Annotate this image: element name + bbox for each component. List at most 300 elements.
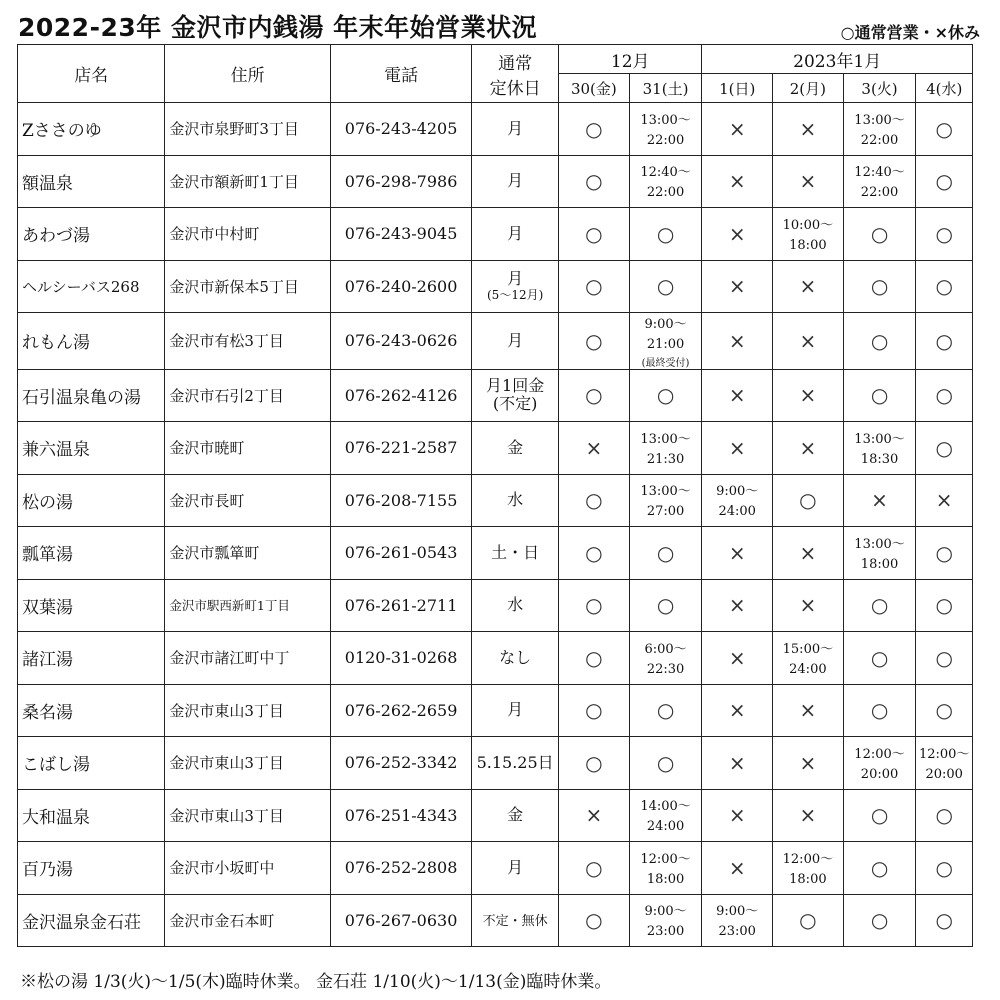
opening-hours: 10:00～ 18:00 xyxy=(782,217,834,253)
day-status xyxy=(773,422,844,475)
open-mark: ○ xyxy=(799,488,817,513)
day-status xyxy=(916,103,973,156)
bathhouse-name: こばし湯 xyxy=(18,737,165,790)
day-status xyxy=(916,422,973,475)
day-status xyxy=(843,103,916,156)
header-month-jan: 2023年1月 xyxy=(702,45,973,74)
day-status xyxy=(702,894,773,947)
regular-holiday xyxy=(472,737,559,790)
day-status xyxy=(916,684,973,737)
bathhouse-address: 金沢市東山3丁目 xyxy=(165,789,331,842)
table-row xyxy=(18,474,973,527)
regular-holiday-text: 月 xyxy=(507,223,524,243)
opening-hours: 12:00～ 20:00 xyxy=(918,746,970,782)
day-status xyxy=(702,369,773,422)
day-status xyxy=(629,894,702,947)
bathhouse-address: 金沢市泉野町3丁目 xyxy=(165,103,331,156)
day-status xyxy=(702,422,773,475)
bathhouse-phone: 076-243-9045 xyxy=(330,208,471,261)
bathhouse-name: Zささのゆ xyxy=(18,103,165,156)
table-row xyxy=(18,313,973,370)
opening-hours: 13:00～ 21:30 xyxy=(640,431,691,467)
opening-hours: 13:00～ 18:00 xyxy=(854,536,905,572)
closed-mark: × xyxy=(728,435,746,460)
day-status xyxy=(559,369,630,422)
day-status xyxy=(843,684,916,737)
day-status xyxy=(773,632,844,685)
table-row xyxy=(18,737,973,790)
open-mark: ○ xyxy=(656,698,675,723)
regular-holiday xyxy=(472,103,559,156)
closed-mark: × xyxy=(585,435,603,460)
table-row xyxy=(18,894,973,947)
closed-mark: × xyxy=(728,540,746,565)
regular-holiday xyxy=(472,422,559,475)
day-status xyxy=(629,789,702,842)
day-status xyxy=(843,632,916,685)
header-address: 住所 xyxy=(165,45,331,103)
bathhouse-name: 桑名湯 xyxy=(18,684,165,737)
closed-mark: × xyxy=(871,488,888,513)
table-row xyxy=(18,527,973,580)
day-status xyxy=(916,155,973,208)
table-row xyxy=(18,369,973,422)
open-mark: ○ xyxy=(585,328,603,353)
opening-hours: 12:00～ 20:00 xyxy=(854,746,905,782)
day-status xyxy=(559,894,630,947)
closed-mark: × xyxy=(799,383,817,408)
bathhouse-address: 金沢市石引2丁目 xyxy=(165,369,331,422)
open-mark: ○ xyxy=(935,221,953,246)
bathhouse-address: 金沢市額新町1丁目 xyxy=(165,155,331,208)
header-phone: 電話 xyxy=(330,45,471,103)
day-status xyxy=(773,155,844,208)
day-status xyxy=(702,684,773,737)
day-status xyxy=(916,632,973,685)
footnote: ※松の湯 1/3(火)～1/5(木)臨時休業。 金石荘 1/10(火)～1/13(金)臨時休業。 xyxy=(20,972,612,992)
day-status xyxy=(773,208,844,261)
day-status xyxy=(773,684,844,737)
bathhouse-phone: 076-240-2600 xyxy=(330,260,471,313)
opening-hours: 13:00～ 22:00 xyxy=(854,112,905,148)
legend: ○通常営業・×休み xyxy=(840,23,980,42)
day-status xyxy=(843,894,916,947)
bathhouse-address: 金沢市有松3丁目 xyxy=(165,313,331,370)
open-mark: ○ xyxy=(799,908,817,933)
closed-mark: × xyxy=(728,750,746,775)
opening-hours: 9:00～ 23:00 xyxy=(644,904,687,940)
day-status xyxy=(629,632,702,685)
closed-mark: × xyxy=(728,645,746,670)
closed-mark: × xyxy=(799,750,817,775)
bathhouse-name: 石引温泉亀の湯 xyxy=(18,369,165,422)
day-status xyxy=(773,789,844,842)
open-mark: ○ xyxy=(656,750,675,775)
day-status xyxy=(702,632,773,685)
bathhouse-name: 松の湯 xyxy=(18,474,165,527)
regular-holiday-text: なし xyxy=(499,647,532,667)
header-day: 1(日) xyxy=(702,74,773,103)
day-status xyxy=(559,208,630,261)
closed-mark: × xyxy=(728,221,746,246)
regular-holiday xyxy=(472,369,559,422)
bathhouse-name: 瓢箪湯 xyxy=(18,527,165,580)
open-mark: ○ xyxy=(935,435,953,460)
regular-holiday-text: 金 xyxy=(507,437,524,457)
day-status xyxy=(559,474,630,527)
day-status xyxy=(629,579,702,632)
day-status xyxy=(629,208,702,261)
table-row xyxy=(18,208,973,261)
table-row xyxy=(18,579,973,632)
day-status xyxy=(916,208,973,261)
open-mark: ○ xyxy=(870,383,889,408)
open-mark: ○ xyxy=(935,169,953,194)
table-row xyxy=(18,260,973,313)
header-day: 4(水) xyxy=(916,74,973,103)
open-mark: ○ xyxy=(656,593,675,618)
table-body xyxy=(18,103,973,947)
open-mark: ○ xyxy=(870,328,889,353)
day-status xyxy=(629,474,702,527)
closed-mark: × xyxy=(728,383,746,408)
day-status xyxy=(559,260,630,313)
bathhouse-address: 金沢市瓢箪町 xyxy=(165,527,331,580)
regular-holiday-text: 土・日 xyxy=(491,542,540,562)
day-status xyxy=(629,527,702,580)
open-mark: ○ xyxy=(656,383,675,408)
day-status xyxy=(916,313,973,370)
open-mark: ○ xyxy=(585,908,603,933)
opening-hours: 12:00～ 18:00 xyxy=(640,851,691,887)
day-status xyxy=(702,527,773,580)
bathhouse-phone: 076-252-3342 xyxy=(330,737,471,790)
day-status xyxy=(843,155,916,208)
day-status xyxy=(773,737,844,790)
bathhouse-address: 金沢市長町 xyxy=(165,474,331,527)
open-mark: ○ xyxy=(935,803,953,828)
opening-hours: 14:00～ 24:00 xyxy=(640,799,691,835)
open-mark: ○ xyxy=(870,698,889,723)
day-status xyxy=(559,737,630,790)
open-mark: ○ xyxy=(585,116,603,141)
schedule-table xyxy=(17,44,973,947)
day-status xyxy=(843,313,916,370)
day-status xyxy=(843,789,916,842)
day-status xyxy=(559,842,630,895)
regular-holiday-text: 5.15.25日 xyxy=(476,752,554,772)
open-mark: ○ xyxy=(585,593,603,618)
day-status xyxy=(773,894,844,947)
bathhouse-address: 金沢市諸江町中丁 xyxy=(165,632,331,685)
day-status xyxy=(702,474,773,527)
table-row xyxy=(18,632,973,685)
open-mark: ○ xyxy=(870,645,889,670)
bathhouse-phone: 076-261-2711 xyxy=(330,579,471,632)
day-status xyxy=(916,474,973,527)
header-day: 31(土) xyxy=(629,74,702,103)
regular-holiday xyxy=(472,527,559,580)
closed-mark: × xyxy=(728,274,746,299)
opening-hours: 15:00～ 24:00 xyxy=(782,641,834,677)
bathhouse-phone: 076-243-0626 xyxy=(330,313,471,370)
day-status xyxy=(773,579,844,632)
open-mark: ○ xyxy=(935,328,953,353)
header-month-dec: 12月 xyxy=(559,45,702,74)
day-status xyxy=(629,737,702,790)
closed-mark: × xyxy=(799,698,817,723)
bathhouse-name: 諸江湯 xyxy=(18,632,165,685)
day-status xyxy=(702,313,773,370)
closed-mark: × xyxy=(728,593,746,618)
bathhouse-phone: 076-252-2808 xyxy=(330,842,471,895)
day-status xyxy=(773,842,844,895)
open-mark: ○ xyxy=(585,750,603,775)
open-mark: ○ xyxy=(585,383,603,408)
bathhouse-phone: 076-261-0543 xyxy=(330,527,471,580)
open-mark: ○ xyxy=(585,169,603,194)
open-mark: ○ xyxy=(935,698,953,723)
regular-holiday-text: 月 xyxy=(507,269,524,289)
day-status xyxy=(843,579,916,632)
closed-mark: × xyxy=(799,274,817,299)
closed-mark: × xyxy=(799,116,817,141)
day-status xyxy=(629,103,702,156)
table-row xyxy=(18,789,973,842)
regular-holiday-text: 月1回金 xyxy=(486,375,545,395)
day-status xyxy=(916,260,973,313)
closed-mark: × xyxy=(799,540,817,565)
day-status xyxy=(843,474,916,527)
closed-mark: × xyxy=(728,116,746,141)
day-status xyxy=(916,579,973,632)
regular-holiday-text: 水 xyxy=(507,595,524,615)
table-row xyxy=(18,684,973,737)
day-status xyxy=(702,842,773,895)
open-mark: ○ xyxy=(870,803,889,828)
day-status xyxy=(843,842,916,895)
day-status xyxy=(559,103,630,156)
bathhouse-phone: 076-243-4205 xyxy=(330,103,471,156)
day-status xyxy=(702,208,773,261)
day-status xyxy=(702,103,773,156)
bathhouse-name: 金沢温泉金石荘 xyxy=(18,894,165,947)
regular-holiday-text: 月 xyxy=(507,118,524,138)
day-status xyxy=(773,103,844,156)
day-status xyxy=(916,737,973,790)
open-mark: ○ xyxy=(585,221,603,246)
day-status xyxy=(559,422,630,475)
day-status xyxy=(629,684,702,737)
open-mark: ○ xyxy=(870,593,889,618)
closed-mark: × xyxy=(728,855,746,880)
table-row xyxy=(18,103,973,156)
closed-mark: × xyxy=(799,435,817,460)
open-mark: ○ xyxy=(935,383,953,408)
regular-holiday-text: 月 xyxy=(507,330,524,350)
bathhouse-address: 金沢市駅西新町1丁目 xyxy=(165,579,331,632)
opening-hours: 9:00～ 23:00 xyxy=(716,904,759,940)
open-mark: ○ xyxy=(585,488,603,513)
regular-holiday xyxy=(472,313,559,370)
day-status xyxy=(843,260,916,313)
regular-holiday-text: 金 xyxy=(507,805,524,825)
day-status xyxy=(702,155,773,208)
day-status xyxy=(916,894,973,947)
regular-holiday xyxy=(472,155,559,208)
day-status xyxy=(629,313,702,370)
regular-holiday-text: 月 xyxy=(507,171,524,191)
header-day: 30(金) xyxy=(559,74,630,103)
opening-hours: 9:00～ 24:00 xyxy=(716,484,759,520)
open-mark: ○ xyxy=(656,274,675,299)
open-mark: ○ xyxy=(585,698,603,723)
opening-hours: 13:00～ 27:00 xyxy=(640,484,691,520)
regular-holiday xyxy=(472,260,559,313)
opening-hours: 13:00～ 18:30 xyxy=(854,431,905,467)
bathhouse-phone: 076-221-2587 xyxy=(330,422,471,475)
opening-hours: 12:00～ 18:00 xyxy=(782,851,834,887)
day-status xyxy=(916,527,973,580)
bathhouse-address: 金沢市中村町 xyxy=(165,208,331,261)
bathhouse-address: 金沢市東山3丁目 xyxy=(165,684,331,737)
regular-holiday-text: 月 xyxy=(507,700,524,720)
bathhouse-name: あわづ湯 xyxy=(18,208,165,261)
closed-mark: × xyxy=(585,803,603,828)
day-status xyxy=(916,842,973,895)
day-status xyxy=(773,474,844,527)
bathhouse-phone: 076-267-0630 xyxy=(330,894,471,947)
day-status xyxy=(843,737,916,790)
regular-holiday xyxy=(472,789,559,842)
table-row xyxy=(18,842,973,895)
open-mark: ○ xyxy=(935,908,953,933)
day-status xyxy=(773,260,844,313)
table-row xyxy=(18,155,973,208)
closed-mark: × xyxy=(728,169,746,194)
day-status xyxy=(843,527,916,580)
closed-mark: × xyxy=(728,803,746,828)
regular-holiday-note: (不定) xyxy=(492,394,538,414)
regular-holiday-text: 不定・無休 xyxy=(482,913,548,929)
open-mark: ○ xyxy=(656,540,675,565)
bathhouse-phone: 076-262-2659 xyxy=(330,684,471,737)
opening-hours: 13:00～ 22:00 xyxy=(640,112,691,148)
bathhouse-phone: 076-251-4343 xyxy=(330,789,471,842)
open-mark: ○ xyxy=(935,855,953,880)
closed-mark: × xyxy=(799,169,817,194)
hours-note: (最終受付) xyxy=(641,357,690,369)
header-day: 2(月) xyxy=(773,74,844,103)
header-holiday-line2: 定休日 xyxy=(489,78,541,99)
bathhouse-address: 金沢市金石本町 xyxy=(165,894,331,947)
regular-holiday-text: 月 xyxy=(507,857,524,877)
open-mark: ○ xyxy=(585,540,603,565)
open-mark: ○ xyxy=(870,274,889,299)
closed-mark: × xyxy=(728,698,746,723)
bathhouse-address: 金沢市小坂町中 xyxy=(165,842,331,895)
open-mark: ○ xyxy=(870,855,889,880)
open-mark: ○ xyxy=(870,221,889,246)
header-holiday-line1: 通常 xyxy=(498,53,533,74)
day-status xyxy=(916,369,973,422)
day-status xyxy=(702,260,773,313)
bathhouse-name: 大和温泉 xyxy=(18,789,165,842)
day-status xyxy=(559,684,630,737)
day-status xyxy=(843,208,916,261)
header-holiday xyxy=(472,45,559,103)
day-status xyxy=(629,260,702,313)
day-status xyxy=(916,789,973,842)
header-name: 店名 xyxy=(18,45,165,103)
day-status xyxy=(843,422,916,475)
closed-mark: × xyxy=(799,803,817,828)
open-mark: ○ xyxy=(585,645,603,670)
day-status xyxy=(702,737,773,790)
bathhouse-phone: 076-262-4126 xyxy=(330,369,471,422)
day-status xyxy=(559,632,630,685)
regular-holiday xyxy=(472,894,559,947)
bathhouse-name: れもん湯 xyxy=(18,313,165,370)
opening-hours: 12:40～ 22:00 xyxy=(640,165,691,201)
bathhouse-name: 双葉湯 xyxy=(18,579,165,632)
regular-holiday xyxy=(472,579,559,632)
day-status xyxy=(629,422,702,475)
bathhouse-name: ヘルシーバス268 xyxy=(18,260,165,313)
day-status xyxy=(702,789,773,842)
open-mark: ○ xyxy=(935,116,953,141)
day-status xyxy=(559,789,630,842)
closed-mark: × xyxy=(935,488,953,513)
open-mark: ○ xyxy=(935,645,953,670)
regular-holiday xyxy=(472,842,559,895)
day-status xyxy=(559,527,630,580)
table-row xyxy=(18,422,973,475)
bathhouse-phone: 0120-31-0268 xyxy=(330,632,471,685)
day-status xyxy=(629,842,702,895)
closed-mark: × xyxy=(799,328,817,353)
day-status xyxy=(773,369,844,422)
regular-holiday-note: (5～12月) xyxy=(487,287,544,302)
day-status xyxy=(773,313,844,370)
day-status xyxy=(773,527,844,580)
opening-hours: 12:40～ 22:00 xyxy=(854,165,905,201)
bathhouse-address: 金沢市東山3丁目 xyxy=(165,737,331,790)
opening-hours: 9:00～ 21:00 xyxy=(644,317,687,353)
header-day: 3(火) xyxy=(843,74,916,103)
regular-holiday-text: 水 xyxy=(507,490,524,510)
open-mark: ○ xyxy=(585,274,603,299)
open-mark: ○ xyxy=(935,540,953,565)
bathhouse-phone: 076-298-7986 xyxy=(330,155,471,208)
bathhouse-address: 金沢市新保本5丁目 xyxy=(165,260,331,313)
closed-mark: × xyxy=(799,593,817,618)
bathhouse-address: 金沢市暁町 xyxy=(165,422,331,475)
bathhouse-phone: 076-208-7155 xyxy=(330,474,471,527)
regular-holiday xyxy=(472,632,559,685)
regular-holiday xyxy=(472,208,559,261)
bathhouse-name: 額温泉 xyxy=(18,155,165,208)
day-status xyxy=(629,369,702,422)
regular-holiday xyxy=(472,684,559,737)
closed-mark: × xyxy=(728,328,746,353)
bathhouse-name: 百乃湯 xyxy=(18,842,165,895)
day-status xyxy=(559,579,630,632)
open-mark: ○ xyxy=(935,274,953,299)
day-status xyxy=(559,313,630,370)
day-status xyxy=(559,155,630,208)
bathhouse-name: 兼六温泉 xyxy=(18,422,165,475)
